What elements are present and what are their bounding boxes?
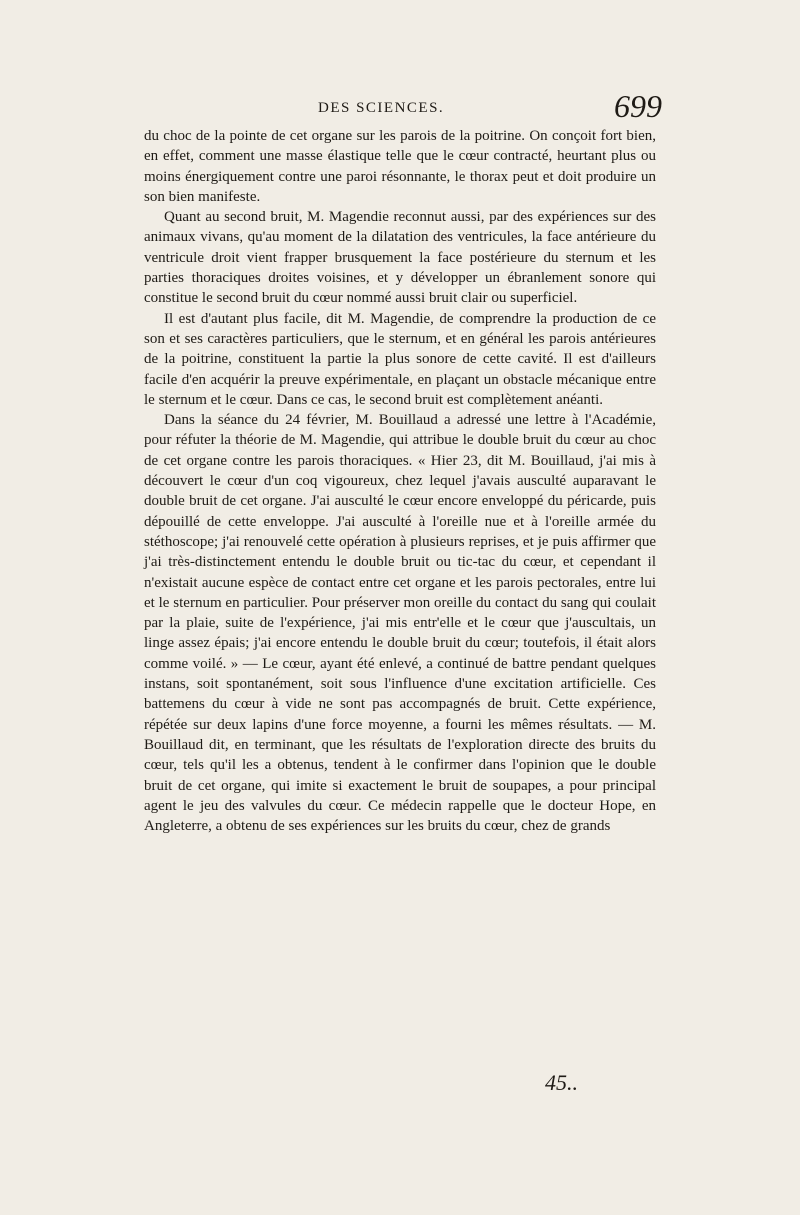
signature-mark: 45.. xyxy=(545,1070,578,1095)
paragraph-second-bruit: Quant au second bruit, M. Magendie reconnut aussi, par des expériences sur des animaux vivans, qu'au moment de la dilatation des ventricules, la face antérieure du ventricule droit vient frapper brusquement la face postérieure du sternum et les parties thoraciques droites voisines, et y développer un ébranlement sonore qui constitue le second bruit du cœur nommé aussi bruit clair ou superficiel. xyxy=(144,209,656,307)
running-head: DES SCIENCES. xyxy=(318,100,445,116)
paragraph-bouillaud: Dans la séance du 24 février, M. Bouillaud a adressé une lettre à l'Académie, pour réfuter la théorie de M. Magendie, qui attribue le double bruit du cœur au choc de cet organe contre les parois thoraciques. « Hier 23, dit M. Bouillaud, j'ai mis à découvert le cœur d'un coq vigoureux, chez lequel j'avais ausculté auparavant le double bruit de cet organe. J'ai ausculté le cœur encore enveloppé du péricarde, puis dépouillé de cette enveloppe. J'ai ausculté à l'oreille nue et à l'oreille armée du stéthoscope; j'ai renouvelé cette opération à plusieurs reprises, et je puis affirmer que j'ai très-distinctement entendu le double bruit ou tic-tac du cœur, et cependant il n'existait aucune espèce de contact entre cet organe et les parois pectorales, entre lui et le sternum en particulier. Pour préserver mon oreille du contact du sang qui coulait par la plaie, suite de l'expérience, j'ai mis entr'elle et le cœur que j'auscultais, un linge assez épais; j'ai encore entendu le double bruit du cœur; toutefois, il était alors comme voilé. » — Le cœur, ayant été enlevé, a continué de battre pendant quelques instans, soit spontanément, soit sous l'influence d'une excitation artificielle. Ces battemens du cœur à vide ne sont pas accompagnés de bruit. Cette expérience, répétée sur deux lapins d'une force moyenne, a fourni les mêmes résultats. — M. Bouillaud dit, en terminant, que les résultats de l'exploration directe des bruits du cœur, tels qu'il les a obtenus, tendent à le confirmer dans l'opinion que le double bruit de cet organe, qui imite si exactement le bruit de soupapes, a pour principal agent le jeu des valvules du cœur. Ce médecin rappelle que le docteur Hope, en Angleterre, a obtenu de ses expériences sur les bruits du cœur, chez de grands xyxy=(144,412,656,835)
page-number: 699 xyxy=(614,88,662,124)
paragraph-continuation: du choc de la pointe de cet organe sur les parois de la poitrine. On conçoit fort bien, en effet, comment une masse élastique telle que le cœur contracté, heurtant plus ou moins énergiquement contre une paroi résonnante, le thorax peut et doit produire un son bien manifeste. xyxy=(144,128,656,205)
body-text xyxy=(144,126,656,836)
paragraph-magendie: Il est d'autant plus facile, dit M. Magendie, de comprendre la production de ce son et ses caractères particuliers, que le sternum, et en général les parois antérieures de la poitrine, constituent la partie la plus sonore de cette cavité. Il est d'ailleurs facile d'en acquérir la preuve expérimentale, en plaçant un obstacle mécanique entre le sternum et le cœur. Dans ce cas, le second bruit est complètement anéanti. xyxy=(144,310,656,408)
